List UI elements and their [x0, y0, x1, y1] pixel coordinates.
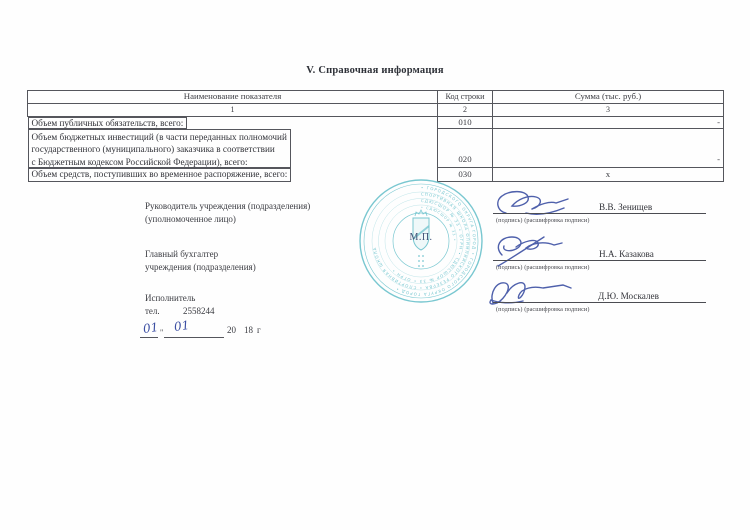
row2-code: 020: [438, 129, 493, 168]
executor-label: Исполнитель: [145, 293, 196, 303]
header-line-code: Код строки: [438, 91, 493, 104]
date-suffix: г: [257, 325, 261, 335]
date-quote-mark: ": [160, 328, 164, 337]
handwritten-day: 01: [142, 320, 160, 336]
phone-number: 2558244: [183, 306, 215, 316]
reference-info-table: [27, 90, 724, 182]
chief-accountant-label: Главный бухгалтер: [145, 249, 219, 259]
row2-name-line3: с Бюджетным кодексом Российской Федерации), всего:: [31, 157, 248, 168]
phone-label: тел.: [145, 306, 160, 316]
row1-name: Объем публичных обязательств, всего:: [28, 117, 188, 129]
stamp-ring-text-outer: • ГОРОДСКОГО ОКРУГА ГОРОД • ГОРОДСКОГО ОКРУГА ГОРОД •: [394, 184, 478, 298]
authorized-person-label: (уполномоченное лицо): [145, 214, 236, 224]
col-number-3: 3: [493, 104, 724, 117]
accountant-institution-label: учреждения (подразделения): [145, 262, 256, 272]
signature-line: [493, 302, 706, 303]
row3-sum: х: [493, 168, 724, 182]
round-seal-stamp: [356, 176, 486, 306]
date-month-underline: [164, 337, 224, 338]
stamp-ring-text-mid: СПОРТИВНАЯ ШКОЛА ОЛИМПИЙСКОГО РЕЗЕРВА • СПОРТИВНАЯ ШКОЛА: [371, 191, 471, 291]
row2-name-line2: государственного (муниципального) заказчика в соответствии: [31, 144, 275, 155]
stamp-ring-text-innermost: • СДЮСШОР № 33 •: [420, 205, 457, 242]
stamp-dots: [418, 255, 424, 267]
row2-name-line1: Объем бюджетных инвестиций (в части переданных полномочий: [31, 131, 287, 142]
section-title: V. Справочная информация: [306, 65, 444, 76]
signature-line: [493, 260, 706, 261]
column-number-row: [28, 104, 724, 117]
signature-caption: (подпись) (расшифровка подписи): [496, 264, 590, 271]
stamp-ring-text-inner: СДЮСШОР № 33 • ОГРН • СДЮСШОР № 33 • ОГРН •: [390, 197, 465, 285]
header-indicator-name: Наименование показателя: [28, 91, 438, 104]
head-name: В.В. Зенищев: [599, 202, 653, 212]
table-header-row: [28, 91, 724, 104]
date-day-underline: [140, 337, 158, 338]
row2-sum: -: [493, 129, 724, 168]
table-row: [28, 116, 724, 129]
col-number-1: 1: [28, 104, 438, 117]
date-century: 20: [227, 325, 236, 335]
handwritten-month: 01: [173, 318, 191, 334]
accountant-name: Н.А. Казакова: [599, 249, 654, 259]
stamp-mp-label: М.П.: [409, 232, 433, 243]
table-row: [28, 129, 724, 168]
row3-name: Объем средств, поступивших во временное распоряжение, всего:: [28, 168, 292, 182]
signature-caption: (подпись) (расшифровка подписи): [496, 217, 590, 224]
executor-name: Д.Ю. Москалев: [598, 291, 659, 301]
head-of-institution-label: Руководитель учреждения (подразделения): [145, 201, 311, 211]
row1-code: 010: [438, 116, 493, 129]
row3-code: 030: [438, 168, 493, 182]
date-year: 18: [244, 325, 253, 335]
header-sum: Сумма (тыс. руб.): [493, 91, 724, 104]
row2-name: [28, 129, 291, 168]
signature-caption: (подпись) (расшифровка подписи): [496, 306, 590, 313]
stamp-coat-of-arms: [413, 210, 429, 250]
col-number-2: 2: [438, 104, 493, 117]
signature-line: [493, 213, 706, 214]
row1-sum: -: [493, 116, 724, 129]
